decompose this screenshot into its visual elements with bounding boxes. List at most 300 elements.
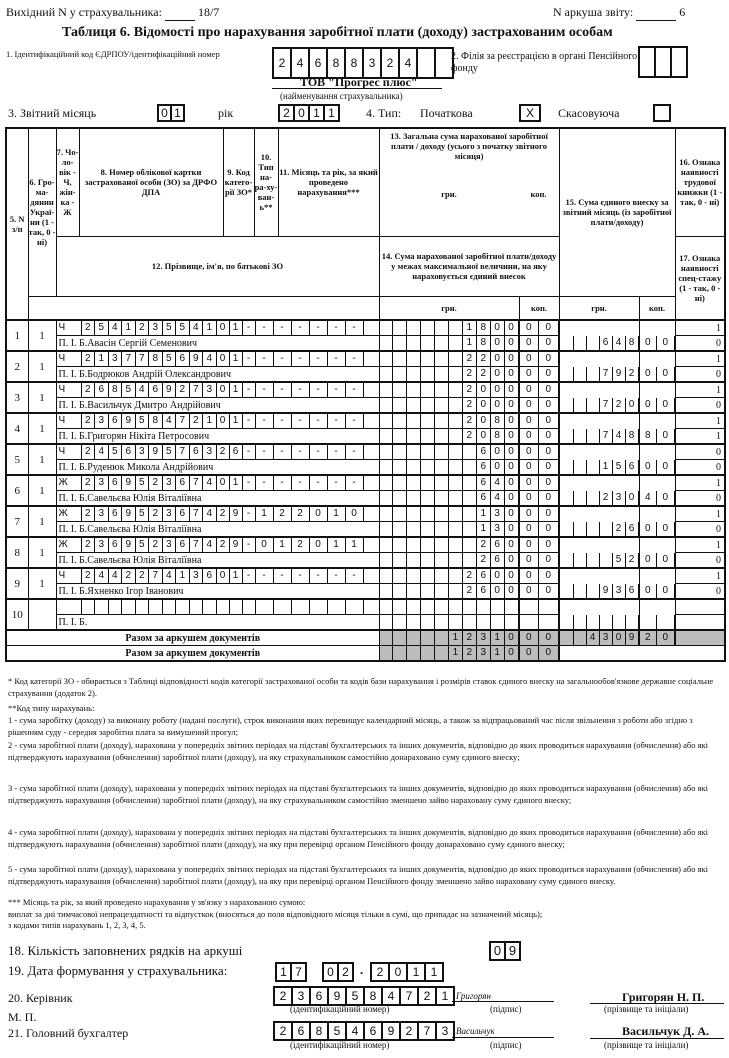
digit-cell: 2: [273, 986, 291, 1006]
digit-cell: 0: [491, 383, 505, 397]
digit-cell: 0: [477, 398, 491, 412]
digit-cell: 5: [163, 321, 177, 335]
digit-cell: [379, 631, 393, 645]
digit-cell: 5: [136, 476, 150, 490]
digit-cell: 4: [203, 538, 217, 552]
digit-cell: 3: [491, 522, 505, 536]
digit-cell: 0: [505, 538, 519, 552]
digit-cell: -: [310, 321, 328, 335]
digit-cell: 1: [463, 336, 477, 350]
digit-cell: 6: [109, 414, 123, 428]
table-row[interactable]: [6, 320, 725, 336]
count-cells[interactable]: [489, 941, 521, 961]
digit-cell: -: [243, 476, 256, 490]
digit-cell: 4: [95, 445, 109, 459]
digit-cell: -: [274, 569, 292, 583]
digit-cell: 2: [626, 367, 639, 381]
digit-cell: [435, 615, 449, 629]
digit-cell: 0: [157, 104, 170, 122]
digit-cell: 2: [477, 367, 491, 381]
digit-cell: 6: [477, 491, 491, 505]
row-flag17: [675, 615, 725, 631]
digit-cell: [407, 429, 421, 443]
digit-cell: 1: [435, 986, 455, 1006]
digit-cell: [463, 491, 477, 505]
digit-cell: -: [328, 383, 346, 397]
digit-cell: 8: [626, 429, 639, 443]
digit-cell: [435, 367, 449, 381]
digit-cell: -: [292, 321, 310, 335]
digit-cell: -: [310, 352, 328, 366]
footnote-1: * Код категорії ЗО - обирається з Таблиці відповідності кодів категорії застрахованої особи та кодів бази нарахування і розмірів ставок єдиного внеску на загальнообов'язкове державне соціальне страхування (додаток 2).: [8, 676, 714, 698]
digit-cell: [561, 491, 574, 505]
digit-cell: -: [243, 383, 256, 397]
sheet-number-value: 6: [679, 5, 686, 19]
digit-cell: 6: [291, 1021, 309, 1041]
digit-cell: 0: [539, 507, 559, 521]
digit-cell: 0: [217, 383, 230, 397]
digit-cell: 6: [491, 538, 505, 552]
digit-cell: [574, 460, 587, 474]
col15-grn: грн.: [559, 296, 639, 320]
digit-cell: 9: [600, 584, 613, 598]
digit-cell: 0: [657, 522, 675, 536]
digit-cell: [449, 491, 463, 505]
digit-cell: [407, 507, 421, 521]
digit-cell: 3: [435, 1021, 455, 1041]
digit-cell: [574, 584, 587, 598]
digit-cell: 2: [477, 553, 491, 567]
digit-cell: 0: [640, 367, 658, 381]
digit-cell: -: [256, 414, 274, 428]
digit-cell: 0: [520, 631, 540, 645]
footnote-2: **Код типу нарахувань:: [8, 703, 95, 713]
digit-cell: 4: [491, 476, 505, 490]
digit-cell: 2: [82, 383, 96, 397]
table-row[interactable]: [6, 413, 725, 429]
col16-header: 16. Ознака наявності трудової книжки (1 - так, 0 - ні): [675, 128, 725, 236]
head-id-cells[interactable]: [273, 986, 455, 1006]
digit-cell: 6: [109, 538, 123, 552]
row-flag16: 1: [675, 506, 725, 522]
col12-header: 12. Прізвище, ім'я, по батькові ЗО: [56, 236, 379, 296]
digit-cell: 1: [230, 383, 243, 397]
digit-cell: 7: [399, 986, 417, 1006]
row-sex: Ч: [57, 414, 82, 428]
sheet-number-label: N аркуша звіту:: [553, 5, 634, 19]
digit-cell: [379, 646, 393, 660]
digit-cell: 0: [640, 336, 658, 350]
digit-cell: [393, 336, 407, 350]
digit-cell: 9: [613, 367, 626, 381]
digit-cell: [421, 398, 435, 412]
digit-cell: 2: [273, 1021, 291, 1041]
digit-cell: 0: [505, 383, 519, 397]
digit-cell: -: [292, 383, 310, 397]
digit-cell: 0: [539, 445, 559, 459]
digit-cell: 2: [82, 569, 96, 583]
digit-cell: [421, 445, 435, 459]
digit-cell: 1: [308, 104, 323, 122]
digit-cell: [435, 600, 449, 614]
digit-cell: [449, 398, 463, 412]
row-citizen: 1: [28, 413, 56, 444]
table-row[interactable]: [6, 475, 725, 491]
digit-cell: -: [346, 476, 364, 490]
digit-cell: [346, 600, 364, 614]
digit-cell: [574, 429, 587, 443]
digit-cell: [574, 631, 587, 645]
digit-cell: 0: [346, 507, 364, 521]
digit-cell: 0: [310, 507, 328, 521]
digit-cell: -: [328, 476, 346, 490]
digit-cell: 9: [122, 414, 136, 428]
row-name-prefix: П. І. Б.: [58, 492, 88, 504]
digit-cell: 7: [600, 429, 613, 443]
digit-cell: 0: [539, 352, 559, 366]
digit-cell: 4: [109, 569, 123, 583]
digit-cell: [393, 522, 407, 536]
digit-cell: [393, 615, 407, 629]
digit-cell: 0: [657, 491, 675, 505]
digit-cell: 0: [477, 414, 491, 428]
head-sign-caption: (підпис): [490, 1004, 522, 1014]
branch-label: 2. Філія за реєстрацією в органі Пенсійного фонду: [451, 51, 638, 74]
digit-cell: 0: [539, 398, 559, 412]
digit-cell: 3: [95, 414, 109, 428]
digit-cell: [587, 615, 600, 629]
digit-cell: 1: [203, 321, 217, 335]
digit-cell: [393, 367, 407, 381]
digit-cell: 6: [230, 445, 243, 459]
digit-cell: [176, 600, 190, 614]
digit-cell: [122, 600, 136, 614]
date-day-cells[interactable]: [275, 962, 307, 982]
row-flag16: 1: [675, 320, 725, 336]
digit-cell: 2: [613, 398, 626, 412]
digit-cell: [561, 367, 574, 381]
digit-cell: 2: [82, 352, 96, 366]
digit-cell: 4: [587, 631, 600, 645]
digit-cell: [393, 321, 407, 335]
digit-cell: [491, 615, 505, 629]
digit-cell: 7: [190, 507, 204, 521]
digit-cell: [393, 460, 407, 474]
table-row[interactable]: [6, 506, 725, 522]
digit-cell: -: [243, 321, 256, 335]
accruals-table: [5, 127, 726, 662]
digit-cell: 0: [640, 584, 658, 598]
digit-cell: [463, 522, 477, 536]
digit-cell: [292, 600, 310, 614]
digit-cell: [587, 429, 600, 443]
digit-cell: 1: [346, 538, 364, 552]
digit-cell: -: [243, 569, 256, 583]
digit-cell: [328, 600, 346, 614]
digit-cell: -: [292, 352, 310, 366]
row-name: Савельєва Юлія Віталіївна: [87, 523, 202, 535]
digit-cell: 0: [505, 429, 519, 443]
digit-cell: [421, 429, 435, 443]
total-label: Разом за аркушем документів: [6, 630, 379, 646]
digit-cell: [421, 460, 435, 474]
digit-cell: [190, 600, 204, 614]
digit-cell: 0: [640, 553, 658, 567]
digit-cell: [435, 507, 449, 521]
digit-cell: [95, 600, 109, 614]
digit-cell: 7: [190, 383, 204, 397]
digit-cell: 1: [95, 352, 109, 366]
digit-cell: 5: [613, 460, 626, 474]
digit-cell: [379, 522, 393, 536]
digit-cell: 4: [203, 352, 217, 366]
digit-cell: [435, 584, 449, 598]
digit-cell: 2: [136, 569, 150, 583]
digit-cell: 0: [505, 584, 519, 598]
digit-cell: 0: [505, 507, 519, 521]
digit-cell: 0: [505, 460, 519, 474]
digit-cell: 1: [463, 321, 477, 335]
row-name-prefix: П. І. Б.: [58, 368, 88, 380]
digit-cell: 7: [190, 476, 204, 490]
digit-cell: 4: [203, 507, 217, 521]
digit-cell: 1: [449, 631, 463, 645]
digit-cell: [587, 367, 600, 381]
digit-cell: 3: [613, 491, 626, 505]
digit-cell: 0: [217, 414, 230, 428]
digit-cell: [393, 646, 407, 660]
digit-cell: 2: [278, 104, 293, 122]
digit-cell: [600, 553, 613, 567]
digit-cell: [379, 569, 393, 583]
digit-cell: 4: [345, 1021, 363, 1041]
digit-cell: 0: [520, 367, 540, 381]
digit-cell: -: [346, 352, 364, 366]
digit-cell: 1: [230, 321, 243, 335]
digit-cell: 2: [190, 414, 204, 428]
digit-cell: [109, 600, 123, 614]
digit-cell: 9: [626, 631, 639, 645]
digit-cell: [539, 615, 559, 629]
digit-cell: 7: [176, 445, 190, 459]
date-month-cells[interactable]: [322, 962, 354, 982]
digit-cell: [449, 445, 463, 459]
digit-cell: 0: [505, 445, 519, 459]
accountant-signature[interactable]: Васильчук: [456, 1026, 495, 1036]
digit-cell: [449, 600, 463, 614]
digit-cell: 2: [136, 321, 150, 335]
digit-cell: 0: [539, 522, 559, 536]
digit-cell: 2: [613, 522, 626, 536]
digit-cell: 0: [491, 445, 505, 459]
digit-cell: 0: [539, 336, 559, 350]
digit-cell: [379, 553, 393, 567]
row-citizen: 1: [28, 382, 56, 413]
digit-cell: -: [292, 414, 310, 428]
digit-cell: [435, 569, 449, 583]
digit-cell: [574, 615, 587, 629]
accountant-id-cells[interactable]: [273, 1021, 455, 1041]
digit-cell: 0: [520, 522, 540, 536]
table-row[interactable]: [6, 351, 725, 367]
digit-cell: [379, 336, 393, 350]
digit-cell: 2: [122, 569, 136, 583]
footnote-6: 4 - сума заробітної плати (доходу), нарахована у попередніх звітних періодах на підставі бухгалтерських та інших документів, відповідно до яких проводиться нарахування (обчислення) або які підтверджують нарахування (обчислення) заробітної плати (доходу), на яку при перевірці органом Пенсійного фонду донараховано суму єдиного внеску;: [8, 827, 709, 849]
digit-cell: 6: [176, 476, 190, 490]
digit-cell: [463, 553, 477, 567]
digit-cell: 0: [520, 336, 540, 350]
digit-cell: [435, 553, 449, 567]
table-row[interactable]: [6, 444, 725, 460]
col13-grn: грн.: [441, 189, 457, 199]
digit-cell: 2: [463, 352, 477, 366]
digit-cell: 0: [491, 460, 505, 474]
digit-cell: 6: [477, 460, 491, 474]
digit-cell: [657, 615, 675, 629]
digit-cell: 0: [505, 398, 519, 412]
digit-cell: 6: [308, 47, 326, 79]
digit-cell: [379, 414, 393, 428]
digit-cell: [393, 538, 407, 552]
date-year-cells[interactable]: [370, 962, 444, 982]
row-flag17: 1: [675, 429, 725, 445]
digit-cell: -: [256, 321, 274, 335]
digit-cell: 0: [520, 646, 540, 660]
digit-cell: [379, 445, 393, 459]
digit-cell: [561, 553, 574, 567]
digit-cell: 7: [417, 1021, 435, 1041]
table-row[interactable]: [6, 568, 725, 584]
digit-cell: 2: [149, 538, 163, 552]
digit-cell: 0: [520, 538, 540, 552]
month-cells[interactable]: [157, 104, 185, 122]
footnote-9: виплат за дні тимчасової непрацездатності та відпусткок (вносяться до поля відповідного місяця тільки в сумі, що припадає на зазначений місяць);: [8, 909, 543, 919]
row-citizen: 1: [28, 506, 56, 537]
row-name-prefix: П. І. Б.: [58, 523, 88, 535]
table-row[interactable]: [6, 599, 725, 615]
col5-header: 5. N з/п: [6, 128, 28, 320]
digit-cell: [421, 491, 435, 505]
digit-cell: 0: [539, 646, 559, 660]
digit-cell: [136, 600, 150, 614]
digit-cell: 0: [520, 352, 540, 366]
digit-cell: 2: [463, 429, 477, 443]
digit-cell: 3: [190, 569, 204, 583]
digit-cell: 4: [640, 491, 658, 505]
digit-cell: [574, 522, 587, 536]
digit-cell: [574, 336, 587, 350]
digit-cell: 4: [290, 47, 308, 79]
stamp-label: М. П.: [8, 1010, 37, 1024]
digit-cell: [407, 476, 421, 490]
type-initial-checkbox[interactable]: X: [519, 104, 541, 122]
digit-cell: -: [243, 414, 256, 428]
digit-cell: [561, 522, 574, 536]
digit-cell: 0: [657, 398, 675, 412]
digit-cell: [421, 615, 435, 629]
year-cells[interactable]: [278, 104, 340, 122]
digit-cell: 0: [505, 553, 519, 567]
digit-cell: 0: [491, 321, 505, 335]
digit-cell: [203, 600, 217, 614]
digit-cell: 6: [109, 476, 123, 490]
digit-cell: [520, 600, 540, 614]
digit-cell: -: [243, 538, 256, 552]
digit-cell: 6: [203, 569, 217, 583]
digit-cell: [435, 398, 449, 412]
digit-cell: 2: [417, 986, 435, 1006]
row-flag16: 0: [675, 444, 725, 460]
digit-cell: 0: [539, 631, 559, 645]
digit-cell: [449, 476, 463, 490]
digit-cell: 9: [149, 445, 163, 459]
digit-cell: [449, 352, 463, 366]
digit-cell: 3: [291, 986, 309, 1006]
digit-cell: [230, 600, 243, 614]
digit-cell: [638, 46, 654, 78]
digit-cell: 5: [176, 321, 190, 335]
digit-cell: 5: [136, 414, 150, 428]
digit-cell: [449, 538, 463, 552]
digit-cell: 2: [640, 631, 658, 645]
digit-cell: [393, 569, 407, 583]
head-signature[interactable]: Григорян: [456, 991, 491, 1001]
table-row[interactable]: [6, 537, 725, 553]
digit-cell: 0: [505, 646, 519, 660]
digit-cell: 0: [520, 429, 540, 443]
digit-cell: 1: [230, 476, 243, 490]
digit-cell: 2: [82, 507, 96, 521]
digit-cell: [587, 584, 600, 598]
digit-cell: 0: [539, 429, 559, 443]
row-name: Яхненко Ігор Іванович: [87, 585, 184, 597]
row-flag17: 0: [675, 553, 725, 569]
digit-cell: 8: [363, 986, 381, 1006]
digit-cell: 2: [463, 414, 477, 428]
digit-cell: 0: [539, 460, 559, 474]
digit-cell: 0: [505, 367, 519, 381]
branch-cells[interactable]: [638, 46, 688, 78]
digit-cell: [421, 507, 435, 521]
digit-cell: [393, 398, 407, 412]
digit-cell: [626, 615, 639, 629]
digit-cell: [407, 321, 421, 335]
digit-cell: [379, 615, 393, 629]
digit-cell: 9: [230, 507, 243, 521]
type-cancel-checkbox[interactable]: [653, 104, 671, 122]
digit-cell: [449, 383, 463, 397]
digit-cell: 2: [477, 538, 491, 552]
col15-header: 15. Сума єдиного внеску за звітний місяць (із заробітної плати/доходу): [559, 128, 675, 296]
digit-cell: 7: [290, 962, 307, 982]
digit-cell: 1: [274, 538, 292, 552]
table-row[interactable]: [6, 382, 725, 398]
digit-cell: 0: [217, 352, 230, 366]
col15-kop: коп.: [639, 296, 675, 320]
digit-cell: -: [292, 569, 310, 583]
footnote-4: 2 - сума заробітної плати (доходу), нарахована у попередніх звітних періодах на підставі бухгалтерських та інших документів, відповідно до яких проводиться нарахування (обчислення) або які підтверджують нарахування (обчислення) заробітної плати (доходу), на яку страхувальником самостійно донараховано суму єдиного внеску;: [8, 740, 709, 762]
digit-cell: 0: [388, 962, 406, 982]
digit-cell: [379, 584, 393, 598]
digit-cell: 0: [657, 429, 675, 443]
digit-cell: 9: [230, 538, 243, 552]
digit-cell: 0: [539, 321, 559, 335]
row-flag16: 1: [675, 475, 725, 491]
row-citizen: 1: [28, 475, 56, 506]
digit-cell: [561, 631, 574, 645]
digit-cell: [435, 460, 449, 474]
digit-cell: [421, 352, 435, 366]
